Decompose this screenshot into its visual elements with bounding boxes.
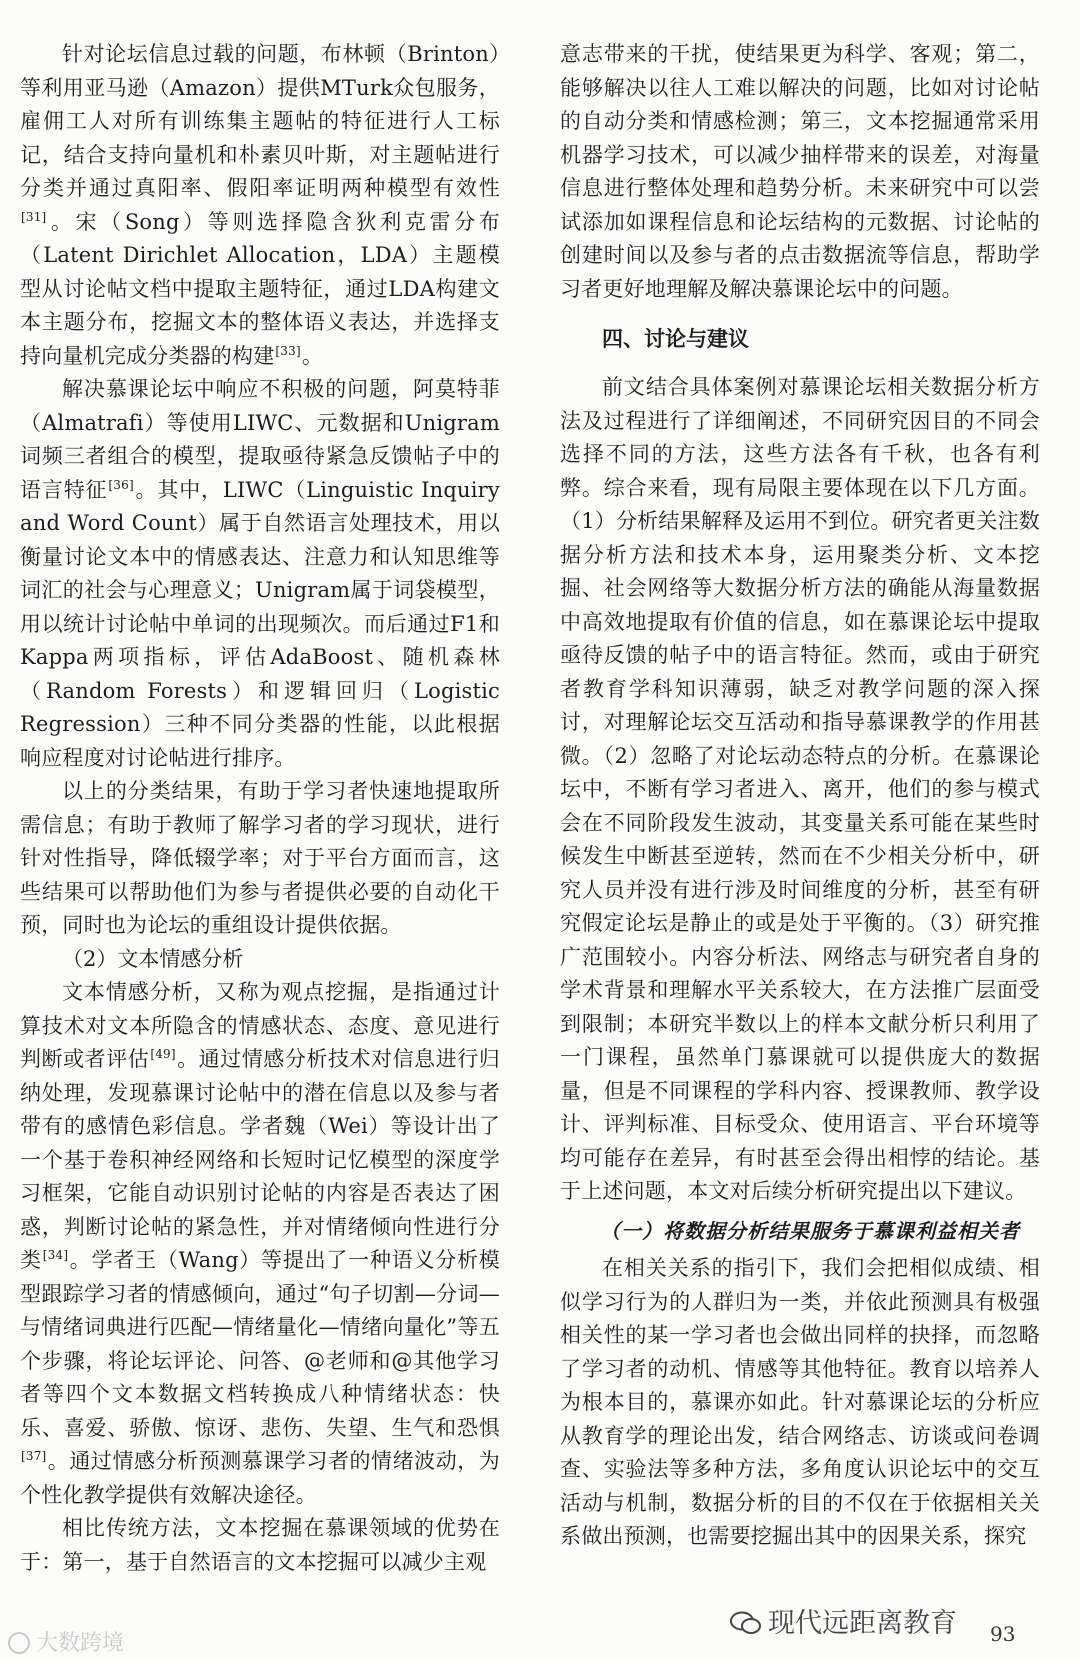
paragraph (20, 38, 500, 373)
text-run: 在相关关系的指引下，我们会把相似成绩、相似学习行为的人群归为一类，并依此预测具有极强相关性的某一学习者也会做出同样的抉择，而忽略了学习者的动机、情感等其他特征。教育以培养人为根本目的，慕课亦如此。针对慕课论坛的分析应从教育学的理论出发，结合网络志、访谈或问卷调查、实验法等多种方法，多角度认识论坛中的交互活动与机制，数据分析的目的不仅在于依据相关关系做出预测，也需要挖掘出其中的因果关系，探究 (560, 1256, 1040, 1548)
paragraph (20, 775, 500, 943)
citation: [37] (21, 1449, 47, 1463)
paragraph (20, 1512, 500, 1579)
text-run: （2）文本情感分析 (62, 946, 244, 971)
subsection-heading (560, 1215, 1040, 1249)
wechat-icon (730, 1611, 762, 1635)
paragraph (20, 976, 500, 1512)
paragraph (560, 38, 1040, 306)
left-column (20, 38, 500, 1579)
citation: [33] (275, 343, 301, 358)
logo-icon (8, 1632, 30, 1654)
text-run: 。 (301, 343, 324, 368)
citation: [34] (42, 1248, 69, 1262)
right-column (560, 38, 1040, 1554)
text-run: 解决慕课论坛中响应不积极的问题，阿莫特菲（Almatrafi）等使用LIWC、元数据和Unigram词频三者组合的模型，提取亟待紧急反馈帖子中的语言特征 (20, 377, 500, 502)
text-run: 四、讨论与建议 (602, 327, 749, 351)
paragraph (20, 373, 500, 775)
citation: [49] (150, 1047, 176, 1061)
text-run: 文本情感分析，又称为观点挖掘，是指通过计算技术对文本所隐含的情感状态、态度、意见进行判断或者评估 (20, 980, 500, 1071)
paragraph (560, 1252, 1040, 1554)
text-run: 以上的分类结果，有助于学习者快速地提取所需信息；有助于教师了解学习者的学习现状，进行针对性指导，降低辍学率；对于平台方面而言，这些结果可以帮助他们为参与者提供必要的自动化干预，同时也为论坛的重组设计提供依据。 (20, 779, 500, 937)
text-run: 前文结合具体案例对慕课论坛相关数据分析方法及过程进行了详细阐述，不同研究因目的不同会选择不同的方法，这些方法各有千秋，也各有利弊。综合来看，现有局限主要体现在以下几方面。（1）分析结果解释及运用不到位。研究者更关注数据分析方法和技术本身，运用聚类分析、文本挖掘、社会网络等大数据分析方法的确能从海量数据中高效地提取有价值的信息，如在慕课论坛中提取亟待反馈的帖子中的语言特征。然而，或由于研究者教育学科知识薄弱，缺乏对教学问题的深入探讨，对理解论坛交互活动和指导慕课教学的作用甚微。（2）忽略了对论坛动态特点的分析。在慕课论坛中，不断有学习者进入、离开，他们的参与模式会在不同阶段发生波动，其变量关系可能在某些时候发生中断甚至逆转，然而在不少相关分析中，研究人员并没有进行涉及时间维度的分析，甚至有研究假定论坛是静止的或是处于平衡的。（3）研究推广范围较小。内容分析法、网络志与研究者自身的学术背景和理解水平关系较大，在方法推广层面受到限制；本研究半数以上的样本文献分析只利用了一门课程，虽然单门慕课就可以提供庞大的数据量，但是不同课程的学科内容、授课教师、教学设计、评判标准、目标受众、使用语言、平台环境等均可能存在差异，有时甚至会得出相悖的结论。基于上述问题，本文对后续分析研究提出以下建议。 (560, 375, 1040, 1203)
watermark-right (730, 1601, 957, 1640)
citation: [31] (21, 209, 47, 224)
sub-heading (20, 943, 500, 977)
text-run: 。通过情感分析预测慕课学习者的情绪波动，为个性化教学提供有效解决途径。 (20, 1449, 500, 1507)
watermark-left-text: 大数跨境 (36, 1631, 125, 1656)
page-number: 93 (990, 1622, 1016, 1646)
watermark-left (8, 1626, 124, 1657)
watermark-right-text: 现代远距离教育 (768, 1608, 957, 1639)
text-run: 。宋（Song）等则选择隐含狄利克雷分布（Latent Dirichlet Allocation，LDA）主题模型从讨论帖文档中提取主题特征，通过LDA构建文本主题分布，挖掘文本的整体语义表达，并选择支持向量机完成分类器的构建 (20, 209, 500, 368)
paragraph (560, 371, 1040, 1209)
text-run: 。其中，LIWC（Linguistic Inquiry and Word Count）属于自然语言处理技术，用以衡量讨论文本中的情感表达、注意力和认知思维等词汇的社会与心理意义；Unigram属于词袋模型，用以统计讨论帖中单词的出现频次。而后通过F1和Kappa两项指标，评估AdaBoost、随机森林（Random Forests）和逻辑回归（Logistic Regression）三种不同分类器的性能，以此根据响应程度对讨论帖进行排序。 (20, 477, 500, 770)
text-run: （一）将数据分析结果服务于慕课利益相关者 (600, 1218, 1020, 1243)
text-run: 针对论坛信息过载的问题，布林顿（Brinton）等利用亚马逊（Amazon）提供MTurk众包服务，雇佣工人对所有训练集主题帖的特征进行人工标记，结合支持向量机和朴素贝叶斯，对主题帖进行分类并通过真阳率、假阳率证明两种模型有效性 (20, 42, 500, 200)
citation: [36] (108, 477, 134, 492)
section-heading (560, 322, 1040, 356)
text-run: 。通过情感分析技术对信息进行归纳处理，发现慕课讨论帖中的潜在信息以及参与者带有的感情色彩信息。学者魏（Wei）等设计出了一个基于卷积神经网络和长短时记忆模型的深度学习框架，它能自动识别讨论帖的内容是否表达了困惑，判断讨论帖的紧急性，并对情绪倾向性进行分类 (20, 1047, 501, 1272)
text-run: 。学者王（Wang）等提出了一种语义分析模型跟踪学习者的情感倾向，通过“句子切割—分词—与情绪词典进行匹配—情绪量化—情绪向量化”等五个步骤，将论坛评论、问答、@老师和@其他学习者等四个文本数据文档转换成八种情绪状态：快乐、喜爱、骄傲、惊讶、悲伤、失望、生气和恐惧 (20, 1248, 500, 1440)
text-run: 相比传统方法，文本挖掘在慕课领域的优势在于：第一，基于自然语言的文本挖掘可以减少主观 (20, 1516, 500, 1574)
text-run: 意志带来的干扰，使结果更为科学、客观；第二，能够解决以往人工难以解决的问题，比如对讨论帖的自动分类和情感检测；第三，文本挖掘通常采用机器学习技术，可以减少抽样带来的误差，对海量信息进行整体处理和趋势分析。未来研究中可以尝试添加如课程信息和论坛结构的元数据、讨论帖的创建时间以及参与者的点击数据流等信息，帮助学习者更好地理解及解决慕课论坛中的问题。 (560, 42, 1040, 301)
